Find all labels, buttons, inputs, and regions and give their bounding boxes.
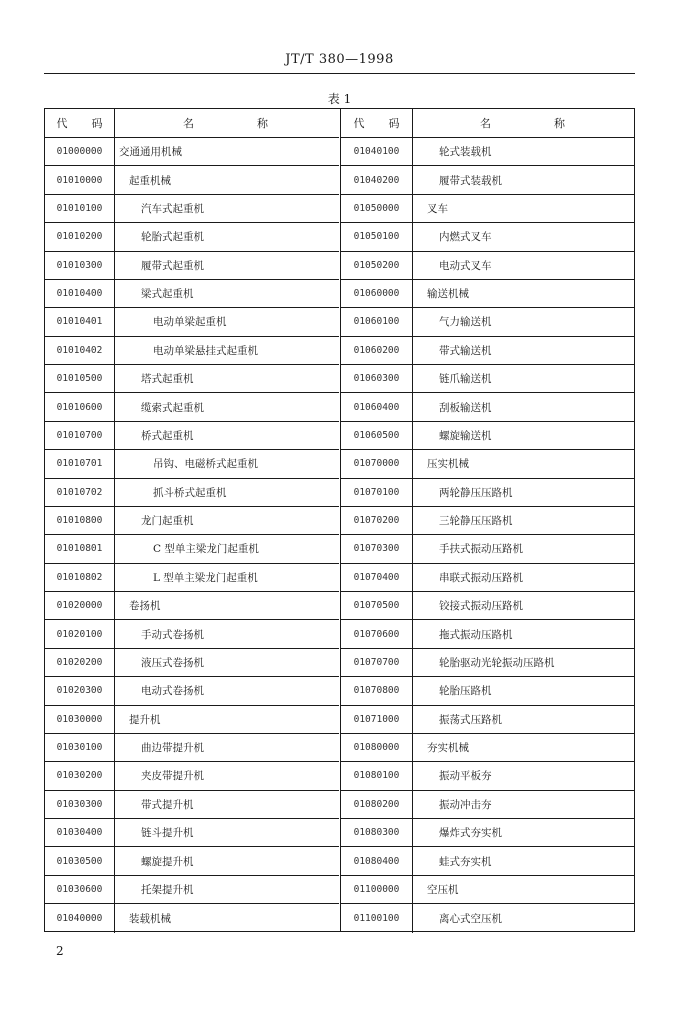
table-row bbox=[45, 620, 339, 648]
item-code: 01010800 bbox=[45, 507, 115, 534]
item-name: 龙门起重机 bbox=[141, 515, 194, 528]
table-row bbox=[45, 791, 339, 819]
name-header-char-1: 名 bbox=[183, 117, 197, 130]
table-row bbox=[45, 308, 339, 336]
item-code: 01010200 bbox=[45, 223, 115, 250]
item-code: 01030400 bbox=[45, 819, 115, 846]
item-code: 01060400 bbox=[341, 393, 413, 420]
item-code: 01010801 bbox=[45, 535, 115, 562]
item-code: 01000000 bbox=[45, 138, 115, 165]
item-name: 液压式卷扬机 bbox=[141, 656, 204, 669]
table-row bbox=[45, 138, 339, 166]
item-code: 01070300 bbox=[341, 535, 413, 562]
item-name: 刮板输送机 bbox=[439, 401, 492, 414]
name-header-char-2: 称 bbox=[554, 117, 568, 130]
item-name: 桥式起重机 bbox=[141, 429, 194, 442]
item-name: 蛙式夯实机 bbox=[439, 855, 492, 868]
table-row bbox=[341, 365, 635, 393]
item-name: 螺旋提升机 bbox=[141, 855, 194, 868]
item-name: 电动单梁起重机 bbox=[153, 316, 227, 329]
table-row bbox=[341, 847, 635, 875]
item-code: 01080300 bbox=[341, 819, 413, 846]
item-name: 链斗提升机 bbox=[141, 827, 194, 840]
table-row bbox=[45, 166, 339, 194]
table-row bbox=[45, 223, 339, 251]
table-row bbox=[45, 195, 339, 223]
item-name: 气力输送机 bbox=[439, 316, 492, 329]
table-row bbox=[341, 479, 635, 507]
table-row bbox=[341, 422, 635, 450]
table-row bbox=[45, 280, 339, 308]
item-name: 空压机 bbox=[427, 883, 459, 896]
table-row bbox=[45, 337, 339, 365]
item-code: 01050000 bbox=[341, 195, 413, 222]
table-title: 表 1 bbox=[327, 92, 352, 106]
item-name: 振动冲击夯 bbox=[439, 798, 492, 811]
item-name: 振荡式压路机 bbox=[439, 713, 502, 726]
table-row bbox=[341, 649, 635, 677]
item-name: 塔式起重机 bbox=[141, 373, 194, 386]
item-code: 01071000 bbox=[341, 706, 413, 733]
code-column-header bbox=[45, 109, 115, 137]
item-code: 01040100 bbox=[341, 138, 413, 165]
item-code: 01060500 bbox=[341, 422, 413, 449]
table-row bbox=[341, 280, 635, 308]
item-name: 轮胎驱动光轮振动压路机 bbox=[439, 656, 555, 669]
classification-table bbox=[44, 108, 635, 932]
table-row bbox=[45, 365, 339, 393]
item-code: 01050100 bbox=[341, 223, 413, 250]
item-name: 吊钩、电磁桥式起重机 bbox=[153, 458, 258, 471]
item-name: L 型单主梁龙门起重机 bbox=[153, 571, 258, 584]
table-row bbox=[45, 479, 339, 507]
table-header-row bbox=[341, 109, 635, 138]
item-code: 01010400 bbox=[45, 280, 115, 307]
table-row bbox=[45, 876, 339, 904]
item-code: 01010300 bbox=[45, 252, 115, 279]
item-name: 输送机械 bbox=[427, 288, 469, 301]
item-name: 爆炸式夯实机 bbox=[439, 827, 502, 840]
table-row bbox=[341, 734, 635, 762]
table-row bbox=[341, 564, 635, 592]
table-row bbox=[341, 166, 635, 194]
code-column-header bbox=[341, 109, 413, 137]
item-code: 01010401 bbox=[45, 308, 115, 335]
item-code: 01030200 bbox=[45, 762, 115, 789]
table-row bbox=[341, 592, 635, 620]
item-name: 电动单梁悬挂式起重机 bbox=[153, 344, 258, 357]
item-code: 01080200 bbox=[341, 791, 413, 818]
table-row bbox=[341, 762, 635, 790]
item-name: 振动平板夯 bbox=[439, 770, 492, 783]
table-row bbox=[45, 393, 339, 421]
item-name: 履带式起重机 bbox=[141, 259, 204, 272]
table-row bbox=[45, 819, 339, 847]
item-code: 01010500 bbox=[45, 365, 115, 392]
table-row bbox=[45, 450, 339, 478]
item-code: 01070500 bbox=[341, 592, 413, 619]
item-code: 01060300 bbox=[341, 365, 413, 392]
table-row bbox=[341, 819, 635, 847]
item-code: 01040000 bbox=[45, 904, 115, 932]
item-name: 起重机械 bbox=[129, 174, 171, 187]
item-code: 01070800 bbox=[341, 677, 413, 704]
item-name: 汽车式起重机 bbox=[141, 202, 204, 215]
table-row bbox=[341, 308, 635, 336]
table-row bbox=[45, 422, 339, 450]
item-code: 01010702 bbox=[45, 479, 115, 506]
table-row bbox=[341, 393, 635, 421]
table-header-row bbox=[45, 109, 339, 138]
item-name: 链爪输送机 bbox=[439, 373, 492, 386]
table-row bbox=[341, 507, 635, 535]
item-code: 01080000 bbox=[341, 734, 413, 761]
table-row bbox=[341, 904, 635, 932]
table-row bbox=[45, 847, 339, 875]
item-code: 01010700 bbox=[45, 422, 115, 449]
item-code: 01020100 bbox=[45, 620, 115, 647]
item-name: 卷扬机 bbox=[129, 600, 161, 613]
standard-code-header: JT/T 380—1998 bbox=[285, 52, 394, 67]
item-code: 01100000 bbox=[341, 876, 413, 903]
item-name: 交通通用机械 bbox=[119, 146, 182, 159]
item-code: 01010701 bbox=[45, 450, 115, 477]
item-code: 01070700 bbox=[341, 649, 413, 676]
item-name: 提升机 bbox=[129, 713, 161, 726]
item-name: 轮胎压路机 bbox=[439, 685, 492, 698]
item-code: 01030300 bbox=[45, 791, 115, 818]
item-name: 轮胎式起重机 bbox=[141, 231, 204, 244]
table-row bbox=[45, 677, 339, 705]
item-name: 夯实机械 bbox=[427, 742, 469, 755]
item-name: 串联式振动压路机 bbox=[439, 571, 523, 584]
page-number: 2 bbox=[56, 944, 64, 958]
item-name: 抓斗桥式起重机 bbox=[153, 486, 227, 499]
name-header-char-1: 名 bbox=[480, 117, 494, 130]
item-code: 01080100 bbox=[341, 762, 413, 789]
item-code: 01070400 bbox=[341, 564, 413, 591]
table-row bbox=[45, 649, 339, 677]
item-code: 01030100 bbox=[45, 734, 115, 761]
table-row bbox=[45, 762, 339, 790]
item-code: 01070600 bbox=[341, 620, 413, 647]
item-name: 带式提升机 bbox=[141, 798, 194, 811]
item-name: 托架提升机 bbox=[141, 883, 194, 896]
table-row bbox=[45, 535, 339, 563]
name-header-char-2: 称 bbox=[257, 117, 271, 130]
item-code: 01020000 bbox=[45, 592, 115, 619]
table-row bbox=[45, 734, 339, 762]
table-row bbox=[45, 592, 339, 620]
item-name: 螺旋输送机 bbox=[439, 429, 492, 442]
table-row bbox=[45, 507, 339, 535]
table-row bbox=[341, 195, 635, 223]
table-row bbox=[45, 706, 339, 734]
table-right-half bbox=[340, 109, 635, 931]
code-header-char-1: 代 bbox=[56, 117, 68, 130]
item-name: 带式输送机 bbox=[439, 344, 492, 357]
table-row bbox=[341, 620, 635, 648]
item-name: 缆索式起重机 bbox=[141, 401, 204, 414]
item-name: C 型单主梁龙门起重机 bbox=[153, 543, 259, 556]
item-name: 叉车 bbox=[427, 202, 448, 215]
table-row bbox=[341, 450, 635, 478]
item-name: 电动式叉车 bbox=[439, 259, 492, 272]
item-code: 01060000 bbox=[341, 280, 413, 307]
item-code: 01010100 bbox=[45, 195, 115, 222]
item-code: 01060100 bbox=[341, 308, 413, 335]
table-row bbox=[341, 337, 635, 365]
item-name: 两轮静压压路机 bbox=[439, 486, 513, 499]
item-code: 01070100 bbox=[341, 479, 413, 506]
table-row bbox=[341, 677, 635, 705]
table-row bbox=[341, 252, 635, 280]
table-row bbox=[341, 876, 635, 904]
item-name: 铰接式振动压路机 bbox=[439, 600, 523, 613]
item-name: 压实机械 bbox=[427, 458, 469, 471]
item-name: 拖式振动压路机 bbox=[439, 628, 513, 641]
name-column-header bbox=[413, 115, 635, 131]
item-code: 01010000 bbox=[45, 166, 115, 193]
table-left-half bbox=[45, 109, 339, 931]
code-header-char-2: 码 bbox=[91, 117, 103, 130]
code-header-char-2: 码 bbox=[388, 117, 400, 130]
item-code: 01050200 bbox=[341, 252, 413, 279]
item-name: 梁式起重机 bbox=[141, 288, 194, 301]
item-code: 01010802 bbox=[45, 564, 115, 591]
table-row bbox=[341, 791, 635, 819]
item-name: 履带式装载机 bbox=[439, 174, 502, 187]
item-code: 01010600 bbox=[45, 393, 115, 420]
item-name: 装载机械 bbox=[129, 912, 171, 925]
item-name: 夹皮带提升机 bbox=[141, 770, 204, 783]
code-header-char-1: 代 bbox=[353, 117, 365, 130]
item-code: 01070000 bbox=[341, 450, 413, 477]
item-code: 01080400 bbox=[341, 847, 413, 874]
item-name: 电动式卷扬机 bbox=[141, 685, 204, 698]
item-name: 轮式装载机 bbox=[439, 146, 492, 159]
item-code: 01070200 bbox=[341, 507, 413, 534]
item-name: 离心式空压机 bbox=[439, 912, 502, 925]
item-code: 01100100 bbox=[341, 904, 413, 932]
item-code: 01030500 bbox=[45, 847, 115, 874]
header-rule bbox=[44, 73, 635, 74]
item-name: 手动式卷扬机 bbox=[141, 628, 204, 641]
item-code: 01020300 bbox=[45, 677, 115, 704]
item-name: 曲边带提升机 bbox=[141, 742, 204, 755]
table-row bbox=[45, 564, 339, 592]
item-code: 01030600 bbox=[45, 876, 115, 903]
table-row bbox=[341, 223, 635, 251]
name-column-header bbox=[115, 115, 339, 131]
item-code: 01060200 bbox=[341, 337, 413, 364]
table-row bbox=[341, 706, 635, 734]
item-name: 手扶式振动压路机 bbox=[439, 543, 523, 556]
item-code: 01010402 bbox=[45, 337, 115, 364]
item-code: 01040200 bbox=[341, 166, 413, 193]
table-row bbox=[341, 138, 635, 166]
item-code: 01030000 bbox=[45, 706, 115, 733]
item-code: 01020200 bbox=[45, 649, 115, 676]
item-name: 三轮静压压路机 bbox=[439, 515, 513, 528]
table-row bbox=[45, 904, 339, 932]
item-name: 内燃式叉车 bbox=[439, 231, 492, 244]
table-row bbox=[45, 252, 339, 280]
table-row bbox=[341, 535, 635, 563]
